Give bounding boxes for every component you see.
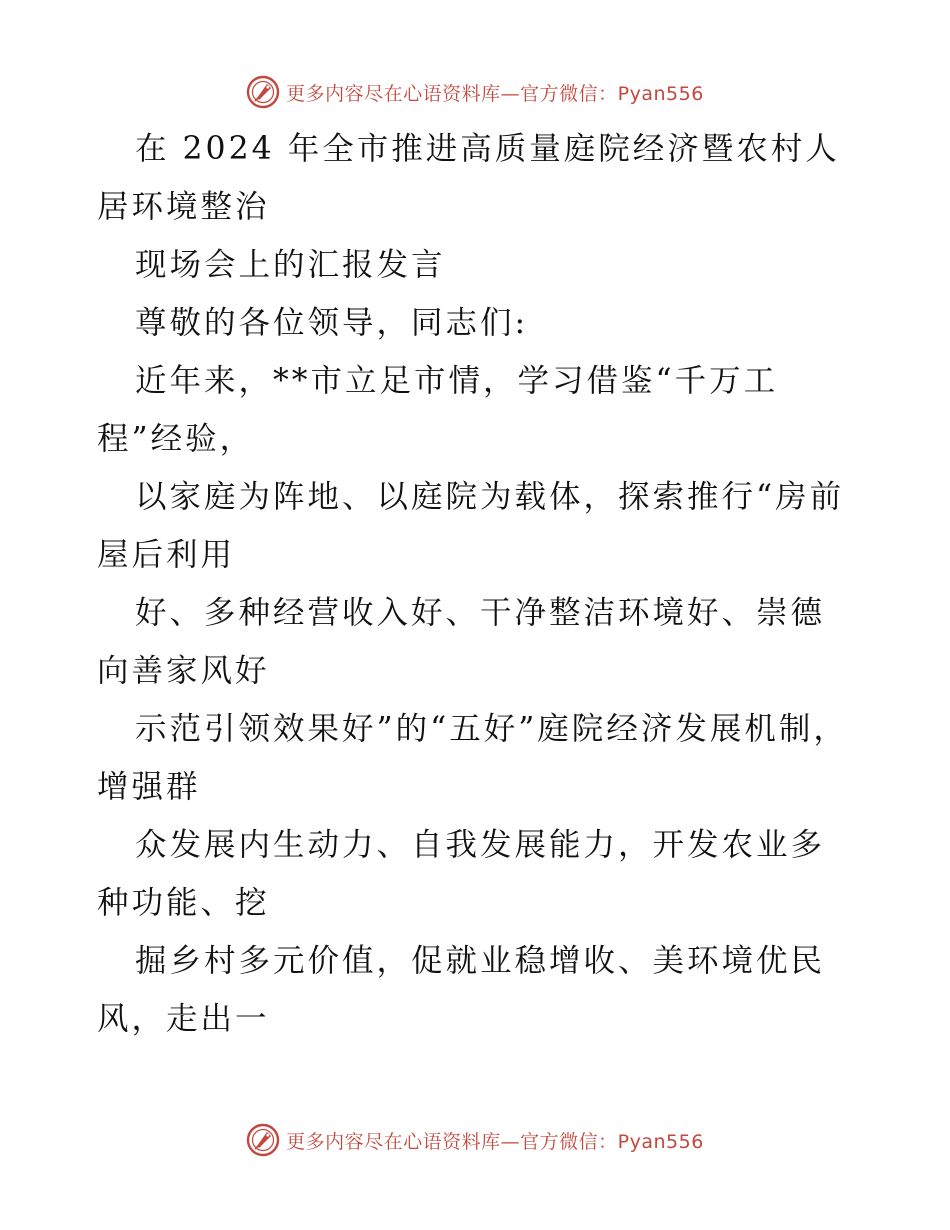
watermark-wechat-id: Pyan556 [617,82,704,105]
header-watermark [0,72,950,112]
body-paragraph: 近年来，**市立足市情，学习借鉴“千万工程”经验， [97,363,779,457]
pen-nib-logo-icon [246,75,280,109]
body-paragraph: 好、多种经营收入好、干净整洁环境好、崇德向善家风好 [97,595,826,689]
salutation: 尊敬的各位领导，同志们: [135,305,529,341]
body-paragraph: 众发展内生动力、自我发展能力，开发农业多种功能、挖 [97,827,826,921]
document-title-line-2: 现场会上的汇报发言 [135,247,446,283]
document-title-line-1: 在 2024 年全市推进高质量庭院经济暨农村人居环境整治 [97,131,840,225]
body-paragraph: 示范引领效果好”的“五好”庭院经济发展机制，增强群 [97,711,848,805]
body-paragraph: 以家庭为阵地、以庭院为载体，探索推行“房前屋后利用 [97,479,845,573]
watermark-text: 更多内容尽在心语资料库—官方微信：Pyan556 [286,1130,704,1153]
footer-watermark [0,1120,950,1160]
body-paragraph: 掘乡村多元价值，促就业稳增收、美环境优民风，走出一 [97,943,826,1037]
pen-nib-logo-icon [246,1123,280,1157]
watermark-wechat-id: Pyan556 [617,1130,704,1153]
watermark-text: 更多内容尽在心语资料库—官方微信：Pyan556 [286,82,704,105]
document-body [97,120,857,1048]
